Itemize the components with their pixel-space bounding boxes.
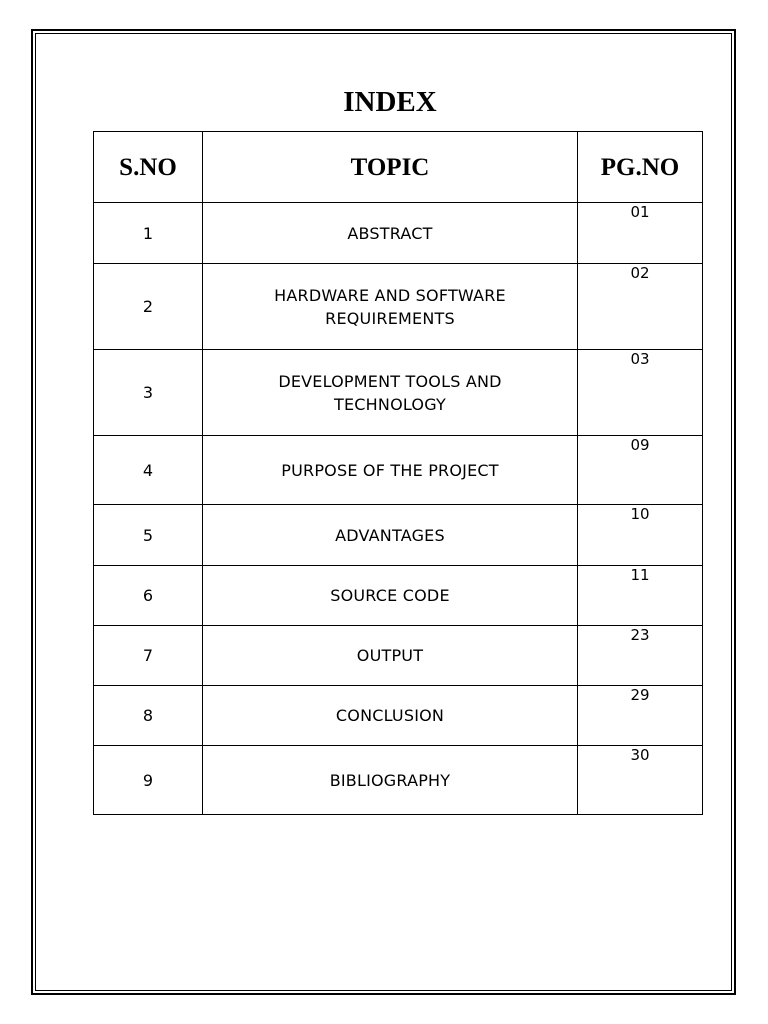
row-page: 11 <box>578 566 703 626</box>
row-topic: DEVELOPMENT TOOLS AND TECHNOLOGY <box>203 350 578 436</box>
row-topic: BIBLIOGRAPHY <box>203 746 578 815</box>
table-row <box>94 746 703 815</box>
row-page: 03 <box>578 350 703 436</box>
table-row <box>94 505 703 566</box>
row-page: 10 <box>578 505 703 566</box>
row-topic: OUTPUT <box>203 626 578 686</box>
header-pgno: PG.NO <box>578 132 703 203</box>
table-row <box>94 686 703 746</box>
row-page: 29 <box>578 686 703 746</box>
row-page: 23 <box>578 626 703 686</box>
row-topic: ABSTRACT <box>203 203 578 264</box>
row-topic: CONCLUSION <box>203 686 578 746</box>
row-page: 30 <box>578 746 703 815</box>
row-sno: 9 <box>94 746 203 815</box>
row-topic: SOURCE CODE <box>203 566 578 626</box>
row-sno: 2 <box>94 264 203 350</box>
table-row <box>94 626 703 686</box>
row-sno: 3 <box>94 350 203 436</box>
page-title: INDEX <box>343 86 437 118</box>
row-sno: 5 <box>94 505 203 566</box>
row-topic: PURPOSE OF THE PROJECT <box>203 436 578 505</box>
index-table <box>93 131 703 815</box>
table-row <box>94 264 703 350</box>
row-topic: HARDWARE AND SOFTWARE REQUIREMENTS <box>203 264 578 350</box>
header-topic: TOPIC <box>203 132 578 203</box>
row-sno: 6 <box>94 566 203 626</box>
table-row <box>94 566 703 626</box>
row-page: 09 <box>578 436 703 505</box>
table-row <box>94 436 703 505</box>
row-sno: 4 <box>94 436 203 505</box>
row-sno: 8 <box>94 686 203 746</box>
row-page: 01 <box>578 203 703 264</box>
header-row <box>94 132 703 203</box>
row-sno: 1 <box>94 203 203 264</box>
table-row <box>94 350 703 436</box>
row-sno: 7 <box>94 626 203 686</box>
row-page: 02 <box>578 264 703 350</box>
table-row <box>94 203 703 264</box>
row-topic: ADVANTAGES <box>203 505 578 566</box>
header-sno: S.NO <box>94 132 203 203</box>
